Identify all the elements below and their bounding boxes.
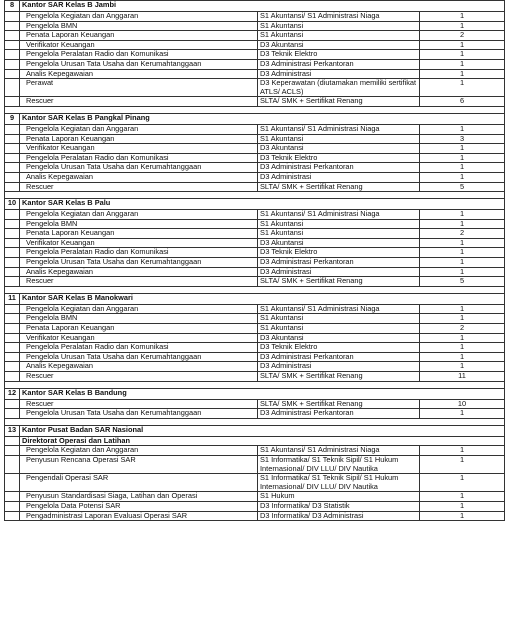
- quota-cell: 1: [420, 352, 505, 362]
- empty-cell: [5, 277, 20, 287]
- section-header: [5, 199, 505, 210]
- table-row: [5, 59, 505, 69]
- section-title: Kantor SAR Kelas B Jambi: [20, 1, 505, 12]
- education-cell: D3 Akuntansi: [258, 40, 420, 50]
- spacer-cell: [420, 192, 505, 199]
- empty-cell: [5, 343, 20, 353]
- position-cell: Pengelola Peralatan Radio dan Komunikasi: [20, 248, 258, 258]
- position-cell: Penyusun Standardisasi Siaga, Latihan dan Operasi: [20, 492, 258, 502]
- empty-cell: [5, 144, 20, 154]
- quota-cell: 1: [420, 59, 505, 69]
- section-title: Kantor SAR Kelas B Palu: [20, 199, 505, 210]
- table-row: [5, 455, 505, 473]
- empty-cell: [5, 267, 20, 277]
- spacer-cell: [20, 418, 258, 425]
- section-spacer: [5, 286, 505, 293]
- empty-cell: [5, 31, 20, 41]
- quota-cell: 2: [420, 229, 505, 239]
- empty-cell: [5, 314, 20, 324]
- section-spacer: [5, 418, 505, 425]
- empty-cell: [5, 40, 20, 50]
- quota-cell: 10: [420, 399, 505, 409]
- education-cell: D3 Administrasi: [258, 267, 420, 277]
- position-cell: Pengelola Urusan Tata Usaha dan Kerumahtanggaan: [20, 258, 258, 268]
- empty-cell: [5, 12, 20, 22]
- education-cell: S1 Akuntansi: [258, 314, 420, 324]
- position-cell: Pengelola BMN: [20, 314, 258, 324]
- quota-cell: 1: [420, 304, 505, 314]
- empty-cell: [5, 229, 20, 239]
- position-cell: Pengelola Kegiatan dan Anggaran: [20, 210, 258, 220]
- quota-cell: 1: [420, 124, 505, 134]
- table-row: [5, 258, 505, 268]
- position-cell: Pengelola BMN: [20, 21, 258, 31]
- quota-cell: 1: [420, 153, 505, 163]
- table-row: [5, 343, 505, 353]
- table-row: [5, 144, 505, 154]
- table-row: [5, 229, 505, 239]
- education-cell: D3 Teknik Elektro: [258, 153, 420, 163]
- education-cell: D3 Administrasi Perkantoran: [258, 352, 420, 362]
- position-cell: Perawat: [20, 79, 258, 97]
- position-cell: Pengelola Data Potensi SAR: [20, 501, 258, 511]
- table-row: [5, 372, 505, 382]
- empty-cell: [5, 79, 20, 97]
- section-header: [5, 1, 505, 12]
- quota-cell: 1: [420, 238, 505, 248]
- empty-cell: [5, 21, 20, 31]
- table-row: [5, 492, 505, 502]
- position-cell: Analis Kepegawaian: [20, 267, 258, 277]
- empty-cell: [5, 304, 20, 314]
- spacer-cell: [258, 286, 420, 293]
- position-cell: Rescuer: [20, 182, 258, 192]
- position-cell: Pengelola BMN: [20, 219, 258, 229]
- table-row: [5, 97, 505, 107]
- empty-cell: [5, 352, 20, 362]
- position-cell: Pengelola Urusan Tata Usaha dan Kerumahtanggaan: [20, 163, 258, 173]
- position-cell: Pengelola Peralatan Radio dan Komunikasi: [20, 343, 258, 353]
- empty-cell: [5, 362, 20, 372]
- table-row: [5, 153, 505, 163]
- empty-cell: [5, 474, 20, 492]
- education-cell: SLTA/ SMK + Sertifikat Renang: [258, 399, 420, 409]
- education-cell: D3 Teknik Elektro: [258, 248, 420, 258]
- table-row: [5, 277, 505, 287]
- table-row: [5, 474, 505, 492]
- education-cell: S1 Akuntansi: [258, 324, 420, 334]
- table-row: [5, 21, 505, 31]
- position-cell: Penata Laporan Keuangan: [20, 324, 258, 334]
- empty-cell: [5, 219, 20, 229]
- table-row: [5, 79, 505, 97]
- section-subtitle: Direktorat Operasi dan Latihan: [20, 436, 505, 446]
- education-cell: D3 Teknik Elektro: [258, 50, 420, 60]
- education-cell: D3 Administrasi Perkantoran: [258, 409, 420, 419]
- quota-cell: 1: [420, 144, 505, 154]
- quota-cell: 1: [420, 501, 505, 511]
- table-row: [5, 304, 505, 314]
- education-cell: D3 Administrasi: [258, 362, 420, 372]
- education-cell: D3 Administrasi Perkantoran: [258, 163, 420, 173]
- position-cell: Pengadministrasi Laporan Evaluasi Operasi SAR: [20, 511, 258, 521]
- education-cell: S1 Akuntansi/ S1 Administrasi Niaga: [258, 210, 420, 220]
- quota-cell: 1: [420, 446, 505, 456]
- education-cell: D3 Administrasi: [258, 172, 420, 182]
- table-row: [5, 163, 505, 173]
- quota-cell: 1: [420, 79, 505, 97]
- spacer-cell: [420, 286, 505, 293]
- education-cell: S1 Akuntansi: [258, 219, 420, 229]
- table-row: [5, 446, 505, 456]
- spacer-cell: [258, 192, 420, 199]
- spacer-cell: [20, 286, 258, 293]
- position-cell: Penata Laporan Keuangan: [20, 31, 258, 41]
- spacer-cell: [258, 106, 420, 113]
- empty-cell: [5, 69, 20, 79]
- spacer-cell: [5, 286, 20, 293]
- table-row: [5, 399, 505, 409]
- position-cell: Rescuer: [20, 97, 258, 107]
- education-cell: S1 Akuntansi/ S1 Administrasi Niaga: [258, 446, 420, 456]
- education-cell: SLTA/ SMK + Sertifikat Renang: [258, 97, 420, 107]
- position-cell: Verifikator Keuangan: [20, 333, 258, 343]
- section-number: 12: [5, 388, 20, 399]
- section-header: [5, 293, 505, 304]
- spacer-cell: [258, 381, 420, 388]
- position-cell: Pengelola Urusan Tata Usaha dan Kerumahtanggaan: [20, 59, 258, 69]
- table-row: [5, 182, 505, 192]
- quota-cell: 2: [420, 324, 505, 334]
- quota-cell: 5: [420, 182, 505, 192]
- education-cell: SLTA/ SMK + Sertifikat Renang: [258, 182, 420, 192]
- position-cell: Rescuer: [20, 399, 258, 409]
- table-row: [5, 501, 505, 511]
- table-row: [5, 69, 505, 79]
- table-row: [5, 267, 505, 277]
- section-spacer: [5, 192, 505, 199]
- education-cell: SLTA/ SMK + Sertifikat Renang: [258, 372, 420, 382]
- empty-cell: [5, 501, 20, 511]
- table-row: [5, 352, 505, 362]
- empty-cell: [5, 324, 20, 334]
- table-row: [5, 40, 505, 50]
- spacer-cell: [20, 106, 258, 113]
- section-title: Kantor Pusat Badan SAR Nasional: [20, 425, 505, 436]
- empty-cell: [5, 50, 20, 60]
- empty-cell: [5, 436, 20, 446]
- position-cell: Penata Laporan Keuangan: [20, 229, 258, 239]
- position-cell: Pengelola Urusan Tata Usaha dan Kerumahtanggaan: [20, 352, 258, 362]
- empty-cell: [5, 409, 20, 419]
- recruitment-table: [4, 0, 505, 521]
- quota-cell: 1: [420, 172, 505, 182]
- document-page: [4, 0, 504, 640]
- quota-cell: 1: [420, 40, 505, 50]
- education-cell: D3 Akuntansi: [258, 144, 420, 154]
- position-cell: Pengelola Kegiatan dan Anggaran: [20, 12, 258, 22]
- section-spacer: [5, 106, 505, 113]
- quota-cell: 2: [420, 31, 505, 41]
- spacer-cell: [20, 381, 258, 388]
- quota-cell: 1: [420, 210, 505, 220]
- position-cell: Analis Kepegawaian: [20, 362, 258, 372]
- spacer-cell: [5, 192, 20, 199]
- spacer-cell: [420, 418, 505, 425]
- section-header: [5, 113, 505, 124]
- position-cell: Verifikator Keuangan: [20, 238, 258, 248]
- empty-cell: [5, 172, 20, 182]
- position-cell: Rescuer: [20, 277, 258, 287]
- education-cell: D3 Administrasi Perkantoran: [258, 258, 420, 268]
- empty-cell: [5, 124, 20, 134]
- position-cell: Pengelola Peralatan Radio dan Komunikasi: [20, 153, 258, 163]
- table-row: [5, 210, 505, 220]
- education-cell: S1 Akuntansi: [258, 21, 420, 31]
- table-row: [5, 219, 505, 229]
- empty-cell: [5, 210, 20, 220]
- section-number: 8: [5, 1, 20, 12]
- table-row: [5, 12, 505, 22]
- empty-cell: [5, 238, 20, 248]
- spacer-cell: [420, 106, 505, 113]
- quota-cell: 5: [420, 277, 505, 287]
- position-cell: Pengelola Urusan Tata Usaha dan Kerumahtanggaan: [20, 409, 258, 419]
- education-cell: D3 Akuntansi: [258, 238, 420, 248]
- position-cell: Pengelola Kegiatan dan Anggaran: [20, 446, 258, 456]
- education-cell: S1 Informatika/ S1 Teknik Sipil/ S1 Hukum Internasional/ DIV LLU/ DIV Nautika: [258, 474, 420, 492]
- quota-cell: 1: [420, 362, 505, 372]
- education-cell: S1 Akuntansi: [258, 229, 420, 239]
- table-row: [5, 134, 505, 144]
- position-cell: Pengelola Kegiatan dan Anggaran: [20, 124, 258, 134]
- education-cell: SLTA/ SMK + Sertifikat Renang: [258, 277, 420, 287]
- empty-cell: [5, 153, 20, 163]
- quota-cell: 11: [420, 372, 505, 382]
- education-cell: S1 Akuntansi/ S1 Administrasi Niaga: [258, 12, 420, 22]
- position-cell: Analis Kepegawaian: [20, 172, 258, 182]
- empty-cell: [5, 248, 20, 258]
- education-cell: D3 Informatika/ D3 Statistik: [258, 501, 420, 511]
- section-title: Kantor SAR Kelas B Manokwari: [20, 293, 505, 304]
- education-cell: D3 Keperawatan (diutamakan memiliki sertifikat ATLS/ ACLS): [258, 79, 420, 97]
- spacer-cell: [5, 381, 20, 388]
- section-number: 13: [5, 425, 20, 436]
- quota-cell: 1: [420, 455, 505, 473]
- position-cell: Verifikator Keuangan: [20, 40, 258, 50]
- section-number: 10: [5, 199, 20, 210]
- quota-cell: 3: [420, 134, 505, 144]
- empty-cell: [5, 163, 20, 173]
- quota-cell: 1: [420, 333, 505, 343]
- table-row: [5, 511, 505, 521]
- education-cell: D3 Teknik Elektro: [258, 343, 420, 353]
- quota-cell: 1: [420, 50, 505, 60]
- section-spacer: [5, 381, 505, 388]
- quota-cell: 1: [420, 492, 505, 502]
- position-cell: Penata Laporan Keuangan: [20, 134, 258, 144]
- spacer-cell: [258, 418, 420, 425]
- education-cell: S1 Akuntansi: [258, 31, 420, 41]
- education-cell: S1 Akuntansi/ S1 Administrasi Niaga: [258, 124, 420, 134]
- quota-cell: 1: [420, 314, 505, 324]
- education-cell: S1 Akuntansi: [258, 134, 420, 144]
- section-title: Kantor SAR Kelas B Bandung: [20, 388, 505, 399]
- empty-cell: [5, 333, 20, 343]
- education-cell: S1 Hukum: [258, 492, 420, 502]
- quota-cell: 1: [420, 258, 505, 268]
- position-cell: Penyusun Rencana Operasi SAR: [20, 455, 258, 473]
- position-cell: Pengelola Kegiatan dan Anggaran: [20, 304, 258, 314]
- quota-cell: 6: [420, 97, 505, 107]
- position-cell: Pengelola Peralatan Radio dan Komunikasi: [20, 50, 258, 60]
- table-row: [5, 409, 505, 419]
- empty-cell: [5, 372, 20, 382]
- table-row: [5, 333, 505, 343]
- empty-cell: [5, 182, 20, 192]
- education-cell: D3 Administrasi Perkantoran: [258, 59, 420, 69]
- quota-cell: 1: [420, 267, 505, 277]
- quota-cell: 1: [420, 21, 505, 31]
- education-cell: D3 Informatika/ D3 Administrasi: [258, 511, 420, 521]
- empty-cell: [5, 511, 20, 521]
- table-row: [5, 314, 505, 324]
- quota-cell: 1: [420, 248, 505, 258]
- table-row: [5, 238, 505, 248]
- section-header: [5, 388, 505, 399]
- quota-cell: 1: [420, 511, 505, 521]
- table-row: [5, 324, 505, 334]
- position-cell: Pengendali Operasi SAR: [20, 474, 258, 492]
- quota-cell: 1: [420, 69, 505, 79]
- position-cell: Analis Kepegawaian: [20, 69, 258, 79]
- education-cell: S1 Akuntansi/ S1 Administrasi Niaga: [258, 304, 420, 314]
- section-subheader: [5, 436, 505, 446]
- empty-cell: [5, 492, 20, 502]
- spacer-cell: [5, 418, 20, 425]
- quota-cell: 1: [420, 12, 505, 22]
- spacer-cell: [420, 381, 505, 388]
- table-row: [5, 50, 505, 60]
- position-cell: Verifikator Keuangan: [20, 144, 258, 154]
- quota-cell: 1: [420, 409, 505, 419]
- table-row: [5, 31, 505, 41]
- quota-cell: 1: [420, 343, 505, 353]
- education-cell: D3 Akuntansi: [258, 333, 420, 343]
- section-number: 9: [5, 113, 20, 124]
- spacer-cell: [20, 192, 258, 199]
- quota-cell: 1: [420, 163, 505, 173]
- quota-cell: 1: [420, 474, 505, 492]
- table-row: [5, 248, 505, 258]
- empty-cell: [5, 258, 20, 268]
- section-number: 11: [5, 293, 20, 304]
- education-cell: D3 Administrasi: [258, 69, 420, 79]
- empty-cell: [5, 399, 20, 409]
- empty-cell: [5, 446, 20, 456]
- empty-cell: [5, 59, 20, 69]
- education-cell: S1 Informatika/ S1 Teknik Sipil/ S1 Hukum Internasional/ DIV LLU/ DIV Nautika: [258, 455, 420, 473]
- section-header: [5, 425, 505, 436]
- table-row: [5, 124, 505, 134]
- empty-cell: [5, 134, 20, 144]
- quota-cell: 1: [420, 219, 505, 229]
- spacer-cell: [5, 106, 20, 113]
- position-cell: Rescuer: [20, 372, 258, 382]
- section-title: Kantor SAR Kelas B Pangkal Pinang: [20, 113, 505, 124]
- empty-cell: [5, 97, 20, 107]
- empty-cell: [5, 455, 20, 473]
- table-row: [5, 172, 505, 182]
- table-row: [5, 362, 505, 372]
